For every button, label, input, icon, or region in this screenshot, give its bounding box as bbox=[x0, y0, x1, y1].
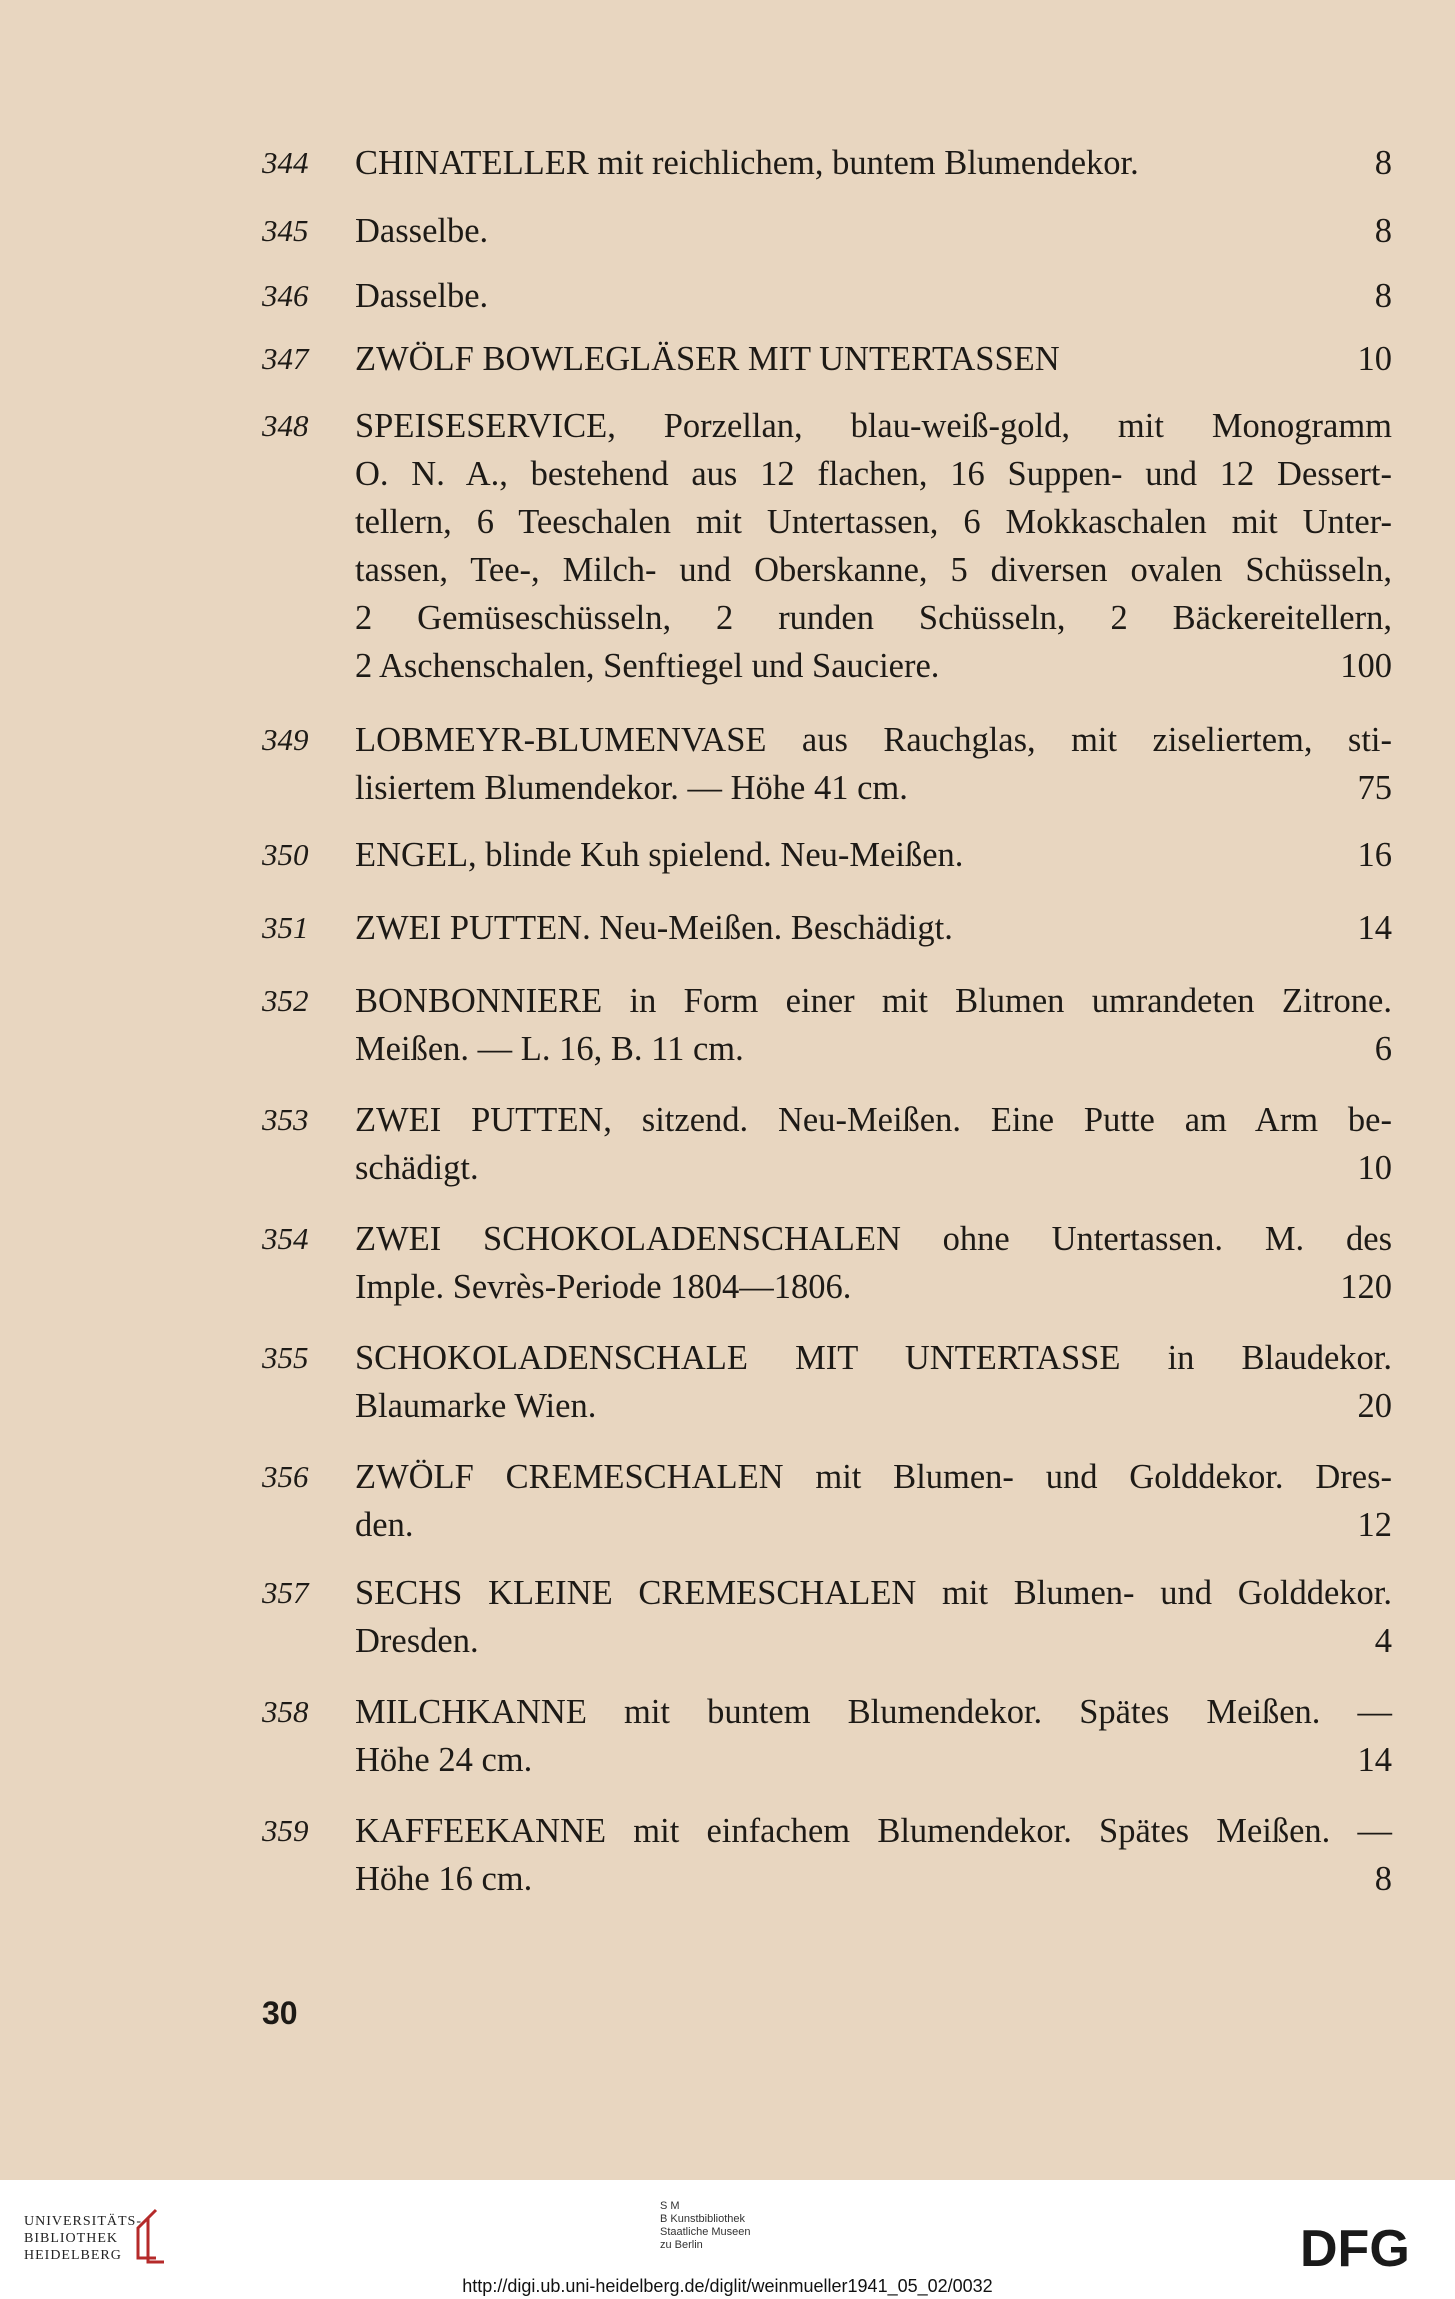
description-line: den. bbox=[355, 1506, 414, 1544]
lot-price: 8 bbox=[1374, 212, 1392, 250]
description-line: ZWEI SCHOKOLADENSCHALEN ohne Untertassen. M. des bbox=[355, 1220, 1392, 1258]
lot-description bbox=[355, 1807, 1392, 1903]
lot-number: 348 bbox=[262, 408, 309, 443]
description-line: tassen, Tee-, Milch- und Oberskanne, 5 diversen ovalen Schüsseln, bbox=[355, 551, 1392, 589]
description-line: ZWÖLF BOWLEGLÄSER MIT UNTERTASSEN bbox=[355, 340, 1060, 378]
lot-number: 344 bbox=[262, 145, 309, 180]
description-line: ENGEL, blinde Kuh spielend. Neu-Meißen. bbox=[355, 836, 964, 874]
source-url-link[interactable]: http://digi.ub.uni-heidelberg.de/diglit/weinmueller1941_05_02/0032 bbox=[462, 2276, 993, 2296]
university-logo-icon bbox=[126, 2206, 172, 2266]
lot-number: 356 bbox=[262, 1459, 309, 1494]
lot-description bbox=[355, 207, 1392, 255]
lot-price: 12 bbox=[1357, 1506, 1392, 1544]
description-line: SCHOKOLADENSCHALE MIT UNTERTASSE in Blaudekor. bbox=[355, 1339, 1392, 1377]
lot-number: 357 bbox=[262, 1575, 309, 1610]
lot-price: 10 bbox=[1357, 340, 1392, 378]
description-line: Meißen. — L. 16, B. 11 cm. bbox=[355, 1030, 744, 1068]
description-line: Dasselbe. bbox=[355, 212, 489, 250]
description-line: O. N. A., bestehend aus 12 flachen, 16 Suppen- und 12 Dessert- bbox=[355, 455, 1392, 493]
description-line: SECHS KLEINE CREMESCHALEN mit Blumen- und Golddekor. bbox=[355, 1574, 1392, 1612]
lot-description bbox=[355, 977, 1392, 1073]
lot-price: 6 bbox=[1374, 1030, 1392, 1068]
description-line: CHINATELLER mit reichlichem, buntem Blumendekor. bbox=[355, 144, 1139, 182]
description-line: Höhe 16 cm. bbox=[355, 1860, 533, 1898]
lot-description bbox=[355, 1334, 1392, 1430]
description-line: Höhe 24 cm. bbox=[355, 1741, 533, 1779]
lot-number: 346 bbox=[262, 278, 309, 313]
kunstbibliothek-label bbox=[660, 2200, 800, 2252]
lot-price: 120 bbox=[1340, 1268, 1392, 1306]
description-line: LOBMEYR-BLUMENVASE aus Rauchglas, mit ziseliertem, sti- bbox=[355, 721, 1392, 759]
lot-price: 100 bbox=[1340, 647, 1392, 685]
lot-number: 359 bbox=[262, 1813, 309, 1848]
lot-price: 16 bbox=[1357, 836, 1392, 874]
lot-description bbox=[355, 402, 1392, 690]
lot-number: 349 bbox=[262, 722, 309, 757]
lot-number: 353 bbox=[262, 1102, 309, 1137]
university-line-2: BIBLIOTHEK bbox=[24, 2231, 118, 2246]
lot-price: 10 bbox=[1357, 1149, 1392, 1187]
lot-description bbox=[355, 335, 1392, 383]
lot-number: 354 bbox=[262, 1221, 309, 1256]
lot-number: 352 bbox=[262, 983, 309, 1018]
description-line: tellern, 6 Teeschalen mit Untertassen, 6 Mokkaschalen mit Unter- bbox=[355, 503, 1392, 541]
lot-description bbox=[355, 716, 1392, 812]
lot-number: 358 bbox=[262, 1694, 309, 1729]
sm-line-1: S M bbox=[660, 2200, 680, 2212]
lot-number: 355 bbox=[262, 1340, 309, 1375]
description-line: Dasselbe. bbox=[355, 277, 489, 315]
lot-description bbox=[355, 1569, 1392, 1665]
description-line: Blaumarke Wien. bbox=[355, 1387, 597, 1425]
description-line: BONBONNIERE in Form einer mit Blumen umrandeten Zitrone. bbox=[355, 982, 1392, 1020]
description-line: schädigt. bbox=[355, 1149, 479, 1187]
svg-text:DFG: DFG bbox=[1300, 2222, 1410, 2272]
description-line: 2 Gemüseschüsseln, 2 runden Schüsseln, 2 Bäckereitellern, bbox=[355, 599, 1392, 637]
description-line: 2 Aschenschalen, Senftiegel und Sauciere. bbox=[355, 647, 940, 685]
lot-description bbox=[355, 139, 1392, 187]
lot-price: 8 bbox=[1374, 1860, 1392, 1898]
description-line: ZWÖLF CREMESCHALEN mit Blumen- und Golddekor. Dres- bbox=[355, 1458, 1392, 1496]
lot-price: 14 bbox=[1357, 909, 1392, 947]
description-line: ZWEI PUTTEN, sitzend. Neu-Meißen. Eine Putte am Arm be- bbox=[355, 1101, 1392, 1139]
description-line: Dresden. bbox=[355, 1622, 479, 1660]
lot-price: 4 bbox=[1374, 1622, 1392, 1660]
lot-description bbox=[355, 831, 1392, 879]
description-line: SPEISESERVICE, Porzellan, blau-weiß-gold, mit Monogramm bbox=[355, 407, 1392, 445]
lot-price: 20 bbox=[1357, 1387, 1392, 1425]
lot-price: 75 bbox=[1357, 769, 1392, 807]
sm-line-2: B Kunstbibliothek bbox=[660, 2213, 745, 2225]
lot-number: 345 bbox=[262, 213, 309, 248]
sm-line-3: Staatliche Museen bbox=[660, 2226, 751, 2238]
university-library-label bbox=[24, 2213, 142, 2264]
lot-description bbox=[355, 904, 1392, 952]
lot-description bbox=[355, 1688, 1392, 1784]
description-line: Imple. Sevrès-Periode 1804—1806. bbox=[355, 1268, 852, 1306]
university-line-3: HEIDELBERG bbox=[24, 2248, 122, 2263]
university-line-1: UNIVERSITÄTS- bbox=[24, 2214, 142, 2229]
description-line: KAFFEEKANNE mit einfachem Blumendekor. Spätes Meißen. — bbox=[355, 1812, 1392, 1850]
lot-description bbox=[355, 1215, 1392, 1311]
description-line: ZWEI PUTTEN. Neu-Meißen. Beschädigt. bbox=[355, 909, 953, 947]
lot-price: 8 bbox=[1374, 277, 1392, 315]
lot-number: 351 bbox=[262, 910, 309, 945]
description-line: lisiertem Blumendekor. — Höhe 41 cm. bbox=[355, 769, 908, 807]
dfg-logo bbox=[1300, 2222, 1440, 2272]
lot-price: 14 bbox=[1357, 1741, 1392, 1779]
digitization-footer bbox=[0, 2180, 1455, 2299]
lot-description bbox=[355, 272, 1392, 320]
lot-price: 8 bbox=[1374, 144, 1392, 182]
sm-line-4: zu Berlin bbox=[660, 2239, 703, 2251]
lot-number: 350 bbox=[262, 837, 309, 872]
lot-description bbox=[355, 1453, 1392, 1549]
description-line: MILCHKANNE mit buntem Blumendekor. Spätes Meißen. — bbox=[355, 1693, 1392, 1731]
page-number: 30 bbox=[262, 1995, 298, 2031]
lot-number: 347 bbox=[262, 341, 309, 376]
lot-description bbox=[355, 1096, 1392, 1192]
